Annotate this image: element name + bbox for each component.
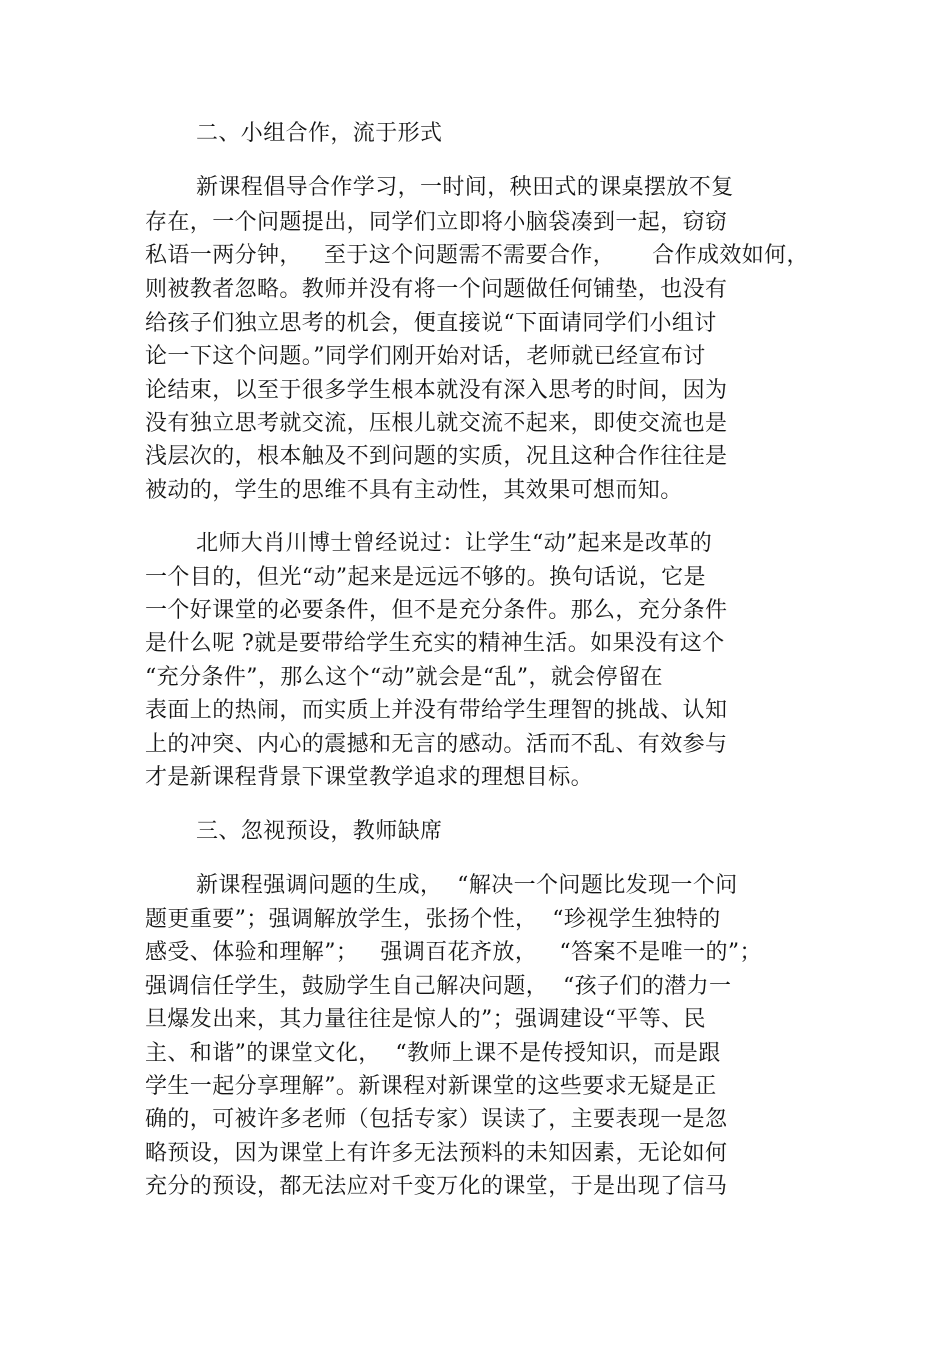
- paragraph-line: 新课程倡导合作学习，一时间，秧田式的课桌摆放不复: [196, 175, 734, 200]
- paragraph-line: 存在，一个问题提出，同学们立即将小脑袋凑到一起，窃窃: [145, 210, 728, 235]
- paragraph-line: 表面上的热闹，而实质上并没有带给学生理智的挑战、认知: [145, 698, 728, 723]
- paragraph-line: 一个好课堂的必要条件，但不是充分条件。那么，充分条件: [145, 598, 728, 623]
- paragraph-line: 是什么呢 ?就是要带给学生充实的精神生活。如果没有这个: [145, 631, 725, 656]
- paragraph-line: 上的冲突、内心的震撼和无言的感动。活而不乱、有效参与: [145, 732, 728, 757]
- paragraph-line: 确的，可被许多老师（包括专家）误读了，主要表现一是忽: [145, 1107, 728, 1132]
- paragraph-line: 感受、体验和理解”； 强调百花齐放， “答案不是唯一的”；: [145, 940, 762, 965]
- paragraph-line: 浅层次的，根本触及不到问题的实质，况且这种合作往往是: [145, 444, 728, 469]
- paragraph-line: 私语一两分钟， 至于这个问题需不需要合作， 合作成效如何，: [145, 243, 809, 268]
- section-heading: 三、忽视预设，教师缺席: [196, 819, 443, 844]
- paragraph-line: 新课程强调问题的生成， “解决一个问题比发现一个问: [196, 873, 738, 898]
- paragraph-line: 题更重要”；强调解放学生，张扬个性， “珍视学生独特的: [145, 907, 721, 932]
- paragraph-line: 没有独立思考就交流，压根儿就交流不起来，即使交流也是: [145, 411, 728, 436]
- paragraph-line: 被动的，学生的思维不具有主动性，其效果可想而知。: [145, 478, 683, 503]
- paragraph-line: 充分的预设，都无法应对千变万化的课堂，于是出现了信马: [145, 1174, 728, 1199]
- paragraph-line: 论结束，以至于很多学生根本就没有深入思考的时间，因为: [145, 378, 728, 403]
- paragraph-line: 才是新课程背景下课堂教学追求的理想目标。: [145, 765, 594, 790]
- paragraph-line: “充分条件”，那么这个“动”就会是“乱”，就会停留在: [145, 665, 663, 690]
- paragraph-line: 旦爆发出来，其力量往往是惊人的”；强调建设“平等、民: [145, 1007, 706, 1032]
- paragraph-line: 论一下这个问题。”同学们刚开始对话，老师就已经宣布讨: [145, 344, 706, 369]
- paragraph-line: 则被教者忽略。教师并没有将一个问题做任何铺垫，也没有: [145, 277, 728, 302]
- paragraph-line: 给孩子们独立思考的机会，便直接说“下面请同学们小组讨: [145, 311, 717, 336]
- paragraph-line: 学生一起分享理解”。新课程对新课堂的这些要求无疑是正: [145, 1074, 717, 1099]
- paragraph-line: 强调信任学生，鼓励学生自己解决问题， “孩子们的潜力一: [145, 974, 732, 999]
- paragraph-line: 主、和谐”的课堂文化， “教师上课不是传授知识，而是跟: [145, 1041, 721, 1066]
- paragraph-line: 一个目的，但光“动”起来是远远不够的。换句话说，它是: [145, 565, 706, 590]
- section-heading: 二、小组合作，流于形式: [196, 121, 443, 146]
- paragraph-line: 略预设，因为课堂上有许多无法预料的未知因素，无论如何: [145, 1141, 728, 1166]
- paragraph-line: 北师大肖川博士曾经说过：让学生“动”起来是改革的: [196, 531, 713, 556]
